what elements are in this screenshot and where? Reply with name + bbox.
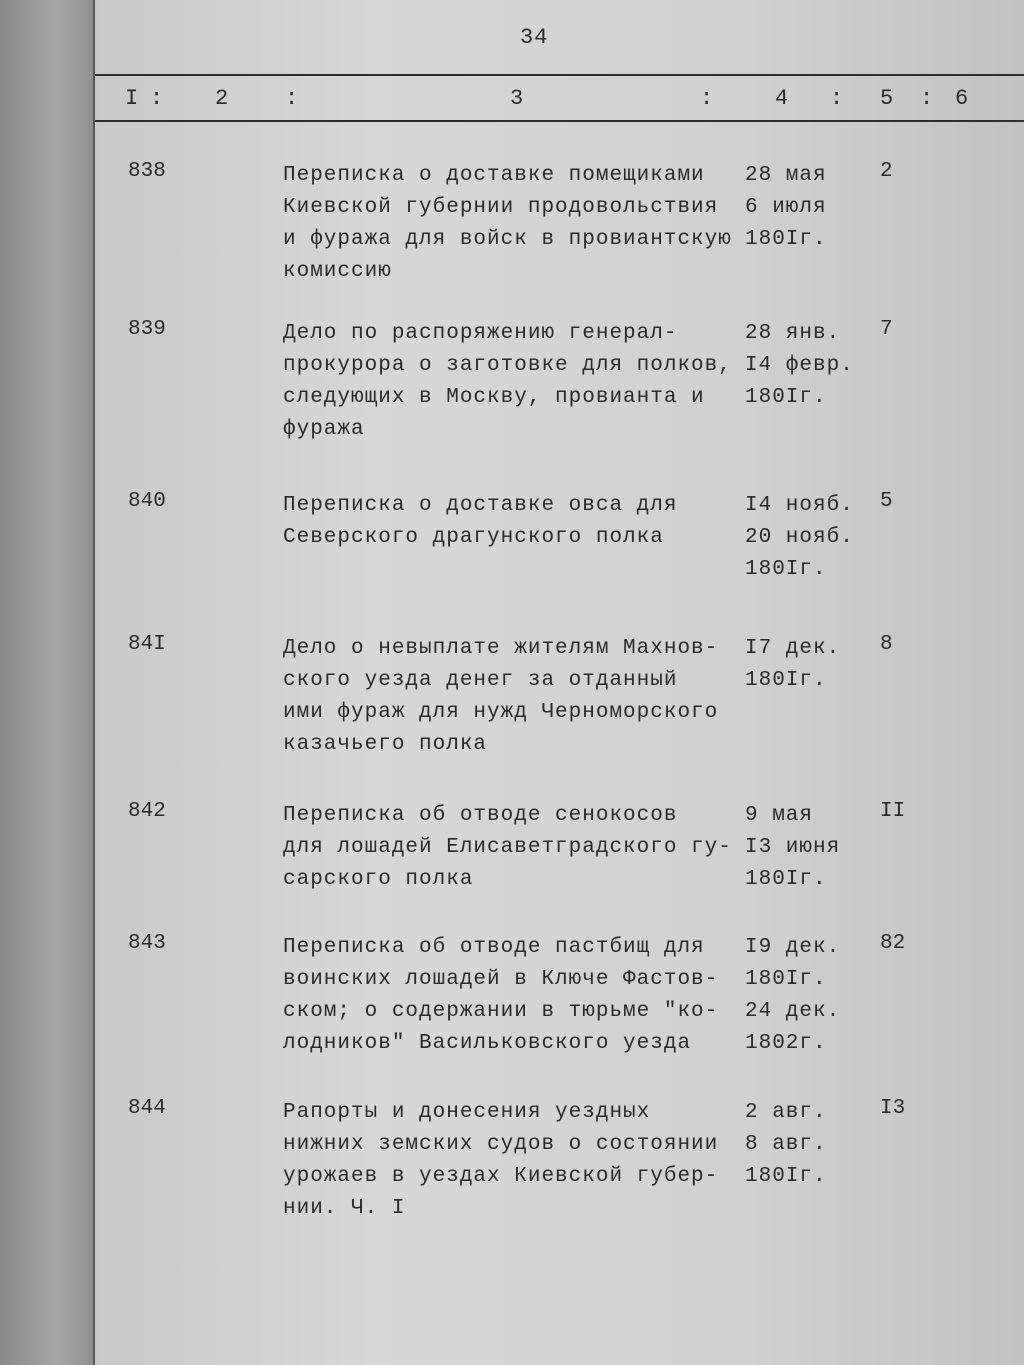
- date-line: I4 февр.: [745, 354, 854, 377]
- header-bottom-rule: [95, 120, 1024, 122]
- description-line: прокурора о заготовке для полков,: [283, 354, 732, 377]
- record-sheets: 7: [880, 318, 893, 341]
- record-description: [283, 800, 732, 896]
- record-description: [283, 490, 728, 554]
- record-dates: [745, 932, 840, 1060]
- record-number: 839: [128, 318, 166, 341]
- description-line: Переписка об отводе пастбищ для: [283, 936, 705, 959]
- date-line: 1802г.: [745, 1032, 827, 1055]
- record-dates: [745, 633, 840, 697]
- description-line: Переписка о доставке овса для: [283, 494, 678, 517]
- date-line: 180Iг.: [745, 1165, 827, 1188]
- header-top-rule: [95, 74, 1024, 76]
- record-sheets: II: [880, 800, 906, 823]
- description-line: сарского полка: [283, 868, 474, 891]
- date-line: 180Iг.: [745, 558, 827, 581]
- date-line: 6 июля: [745, 196, 827, 219]
- record-description: [283, 932, 728, 1060]
- column-separator: :: [700, 86, 714, 111]
- description-line: ского уезда денег за отданный: [283, 669, 678, 692]
- description-line: Дело по распоряжению генерал-: [283, 322, 678, 345]
- record-number: 844: [128, 1097, 166, 1120]
- description-line: нии. Ч. I: [283, 1197, 406, 1220]
- record-dates: [745, 1097, 827, 1193]
- description-line: следующих в Москву, провианта и: [283, 386, 705, 409]
- record-description: [283, 160, 732, 288]
- record-dates: [745, 318, 854, 414]
- record-number: 840: [128, 490, 166, 513]
- description-line: Рапорты и донесения уездных: [283, 1101, 651, 1124]
- date-line: 180Iг.: [745, 669, 827, 692]
- record-number: 84I: [128, 633, 166, 656]
- description-line: нижних земских судов о состоянии: [283, 1133, 719, 1156]
- date-line: 180Iг.: [745, 386, 827, 409]
- record-dates: [745, 800, 840, 896]
- column-header-4: 4: [775, 86, 789, 111]
- description-line: для лошадей Елисаветградского гу-: [283, 836, 732, 859]
- record-sheets: 2: [880, 160, 893, 183]
- description-line: Дело о невыплате жителям Махнов-: [283, 637, 719, 660]
- document-page: [95, 0, 1024, 1365]
- column-header-5: 5: [880, 86, 894, 111]
- page-left-margin: [0, 0, 95, 1365]
- record-number: 838: [128, 160, 166, 183]
- description-line: урожаев в уездах Киевской губер-: [283, 1165, 719, 1188]
- record-sheets: I3: [880, 1097, 906, 1120]
- date-line: 20 нояб.: [745, 526, 854, 549]
- record-sheets: 82: [880, 932, 906, 955]
- description-line: Северского драгунского полка: [283, 526, 664, 549]
- record-description: [283, 633, 728, 761]
- date-line: I4 нояб.: [745, 494, 854, 517]
- column-header-1: I: [125, 86, 139, 111]
- column-header-3: 3: [510, 86, 524, 111]
- date-line: 8 авг.: [745, 1133, 827, 1156]
- record-description: [283, 318, 732, 446]
- description-line: ими фураж для нужд Черноморского: [283, 701, 719, 724]
- date-line: 2 авг.: [745, 1101, 827, 1124]
- record-sheets: 8: [880, 633, 893, 656]
- record-number: 843: [128, 932, 166, 955]
- date-line: 180Iг.: [745, 968, 827, 991]
- date-line: I3 июня: [745, 836, 841, 859]
- date-line: 180Iг.: [745, 868, 827, 891]
- date-line: I7 дек.: [745, 637, 841, 660]
- column-separator: :: [830, 86, 844, 111]
- record-dates: [745, 160, 827, 256]
- date-line: 180Iг.: [745, 228, 827, 251]
- column-header-6: 6: [955, 86, 969, 111]
- column-header-2: 2: [215, 86, 229, 111]
- description-line: воинских лошадей в Ключе Фастов-: [283, 968, 719, 991]
- description-line: лодников" Васильковского уезда: [283, 1032, 692, 1055]
- record-dates: [745, 490, 854, 586]
- date-line: 28 мая: [745, 164, 827, 187]
- column-separator: :: [150, 86, 164, 111]
- page-number: 34: [520, 25, 549, 50]
- description-line: фуража: [283, 418, 365, 441]
- record-description: [283, 1097, 728, 1225]
- description-line: и фуража для войск в провиантскую: [283, 228, 732, 251]
- description-line: ском; о содержании в тюрьме "ко-: [283, 1000, 719, 1023]
- description-line: Переписка о доставке помещиками: [283, 164, 705, 187]
- date-line: I9 дек.: [745, 936, 841, 959]
- date-line: 24 дек.: [745, 1000, 841, 1023]
- column-separator: :: [285, 86, 299, 111]
- date-line: 9 мая: [745, 804, 814, 827]
- description-line: Киевской губернии продовольствия: [283, 196, 719, 219]
- column-separator: :: [920, 86, 934, 111]
- description-line: Переписка об отводе сенокосов: [283, 804, 678, 827]
- date-line: 28 янв.: [745, 322, 841, 345]
- description-line: комиссию: [283, 260, 392, 283]
- record-number: 842: [128, 800, 166, 823]
- description-line: казачьего полка: [283, 733, 488, 756]
- record-sheets: 5: [880, 490, 893, 513]
